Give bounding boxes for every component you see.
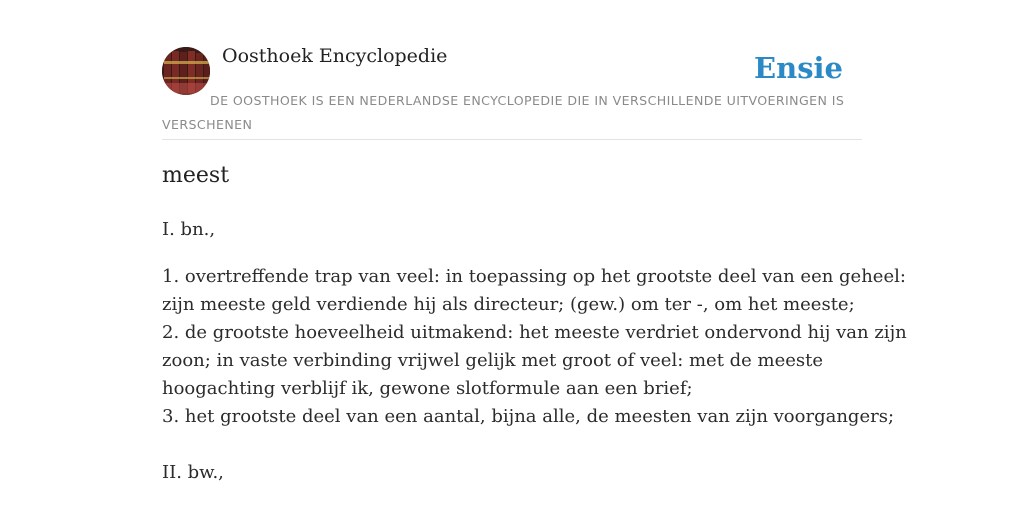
site-header: [162, 0, 862, 140]
definition-line: hoogachting verblijf ik, gewone slotformule aan een brief;: [162, 378, 693, 399]
definition-line: zijn meeste geld verdiende hij als directeur; (gew.) om ter -, om het meeste;: [162, 294, 855, 315]
site-name[interactable]: Oosthoek Encyclopedie: [222, 45, 448, 67]
ensie-logo-link[interactable]: Ensie: [754, 51, 843, 85]
definition-line: 3. het grootste deel van een aantal, bijna alle, de meesten van zijn voorgangers;: [162, 406, 895, 427]
definition-line: zoon; in vaste verbinding vrijwel gelijk met groot of veel: met de meeste: [162, 350, 824, 371]
site-tagline: DE OOSTHOEK IS EEN NEDERLANDSE ENCYCLOPEDIE DIE IN VERSCHILLENDE UITVOERINGEN IS VERSCHENEN: [162, 93, 845, 132]
definition-line: 2. de grootste hoeveelheid uitmakend: het meeste verdriet ondervond hij van zijn: [162, 322, 907, 343]
definition-line: 1. overtreffende trap van veel: in toepassing op het grootste deel van een geheel:: [162, 266, 906, 287]
section-label-adjective: I. bn.,: [162, 219, 216, 240]
section-label-adverb: II. bw.,: [162, 462, 224, 483]
encyclopedia-books-icon[interactable]: [162, 47, 210, 95]
page: [162, 0, 907, 512]
entry-headword: meest: [162, 163, 230, 188]
